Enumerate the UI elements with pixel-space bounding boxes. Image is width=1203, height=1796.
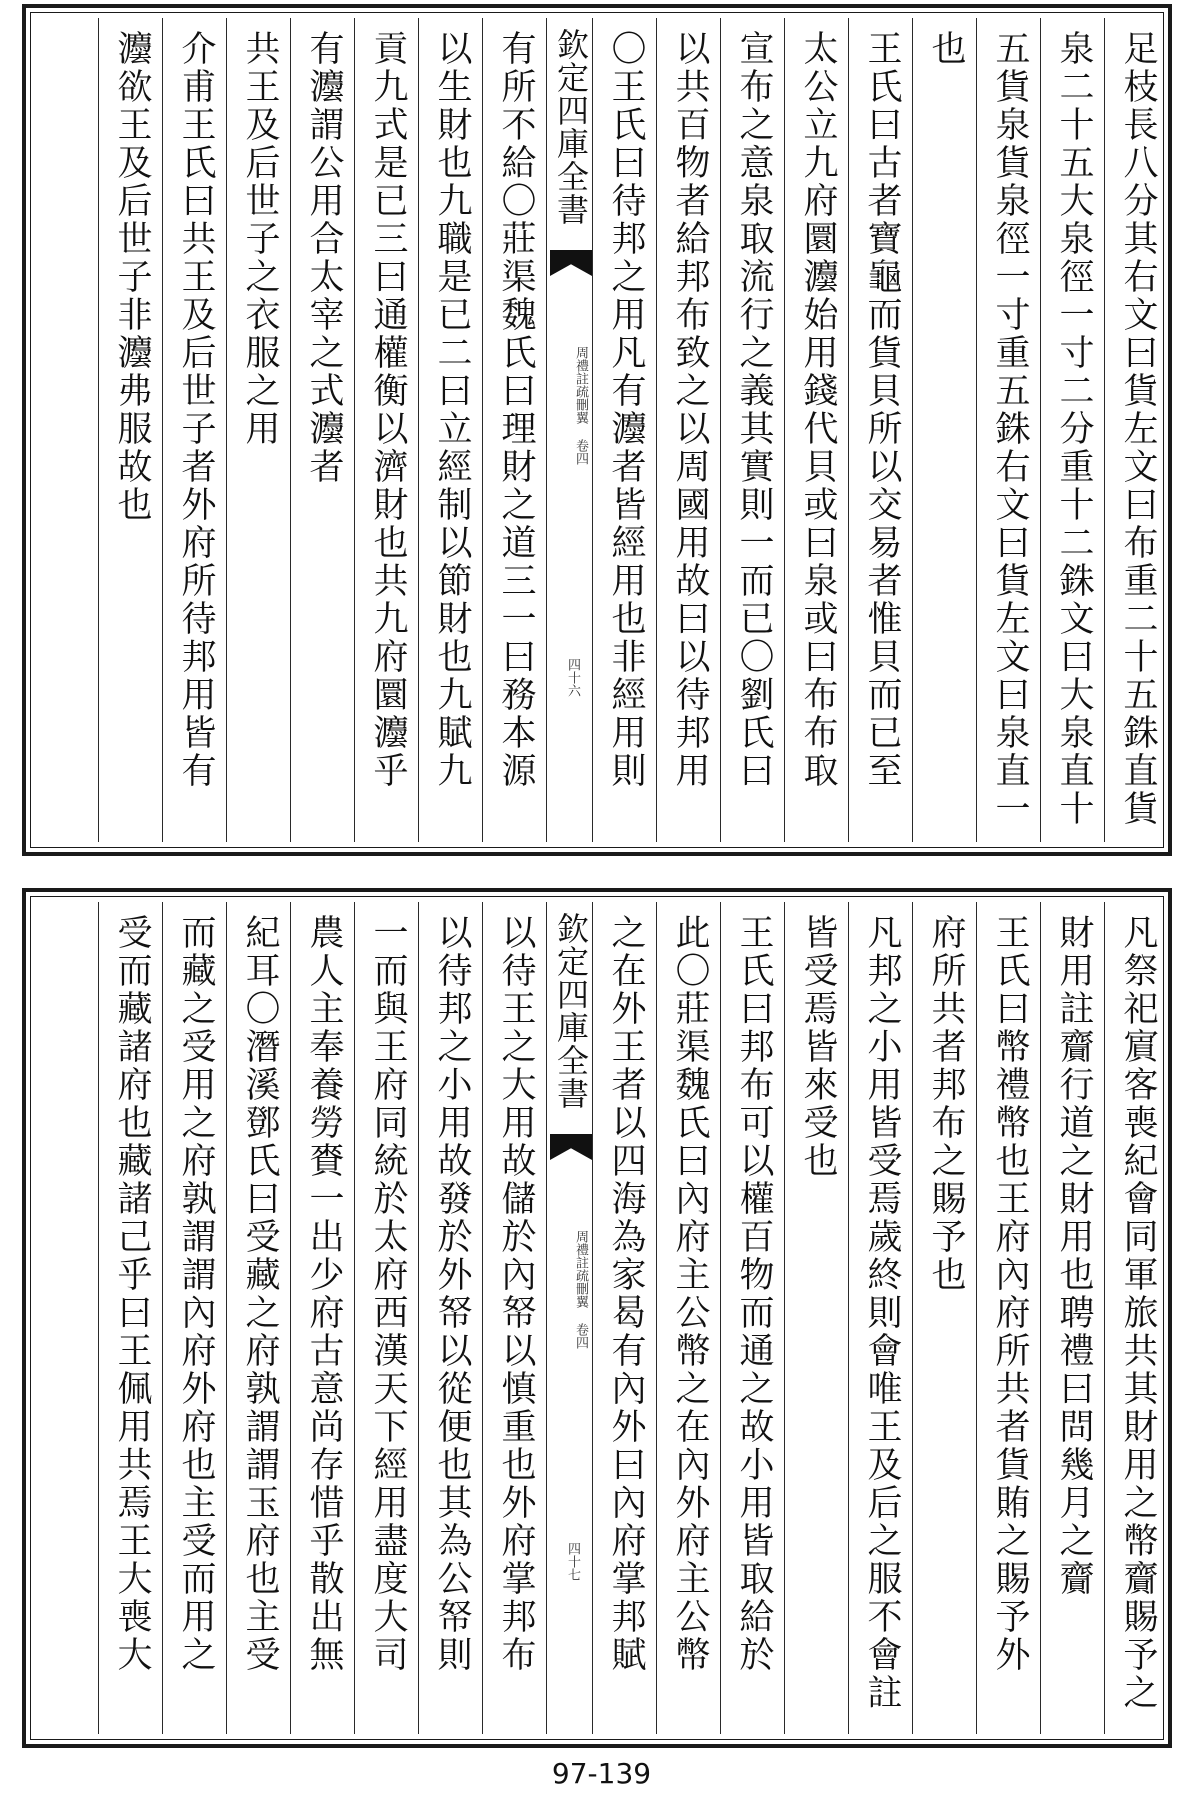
text-column-3: 五貨泉貨泉徑一寸重五銖右文曰貨左文曰泉直一: [990, 30, 1030, 828]
lower-page: [22, 888, 1172, 1748]
work-title: 周禮註疏刪翼: [573, 1230, 588, 1308]
text-column-16: 灋欲王及后世子非灋弗服故也: [112, 30, 152, 524]
text-column-15: 而藏之受用之府孰謂謂內府外府也主受而用之: [176, 914, 216, 1674]
text-column-3: 王氏曰幣禮幣也王府內府所共者貨賄之賜予外: [990, 914, 1030, 1674]
text-column-10: 有所不給〇莊渠魏氏曰理財之道三一曰務本源: [496, 30, 536, 790]
text-column-10: 以待王之大用故儲於內帑以慎重也外府掌邦布: [496, 914, 536, 1674]
text-column-14: 紀耳〇潛溪鄧氏曰受藏之府孰謂謂玉府也主受: [240, 914, 280, 1674]
text-column-1: 足枝長八分其右文曰貨左文曰布重二十五銖直貨: [1118, 30, 1158, 828]
work-title: 周禮註疏刪翼: [573, 346, 588, 424]
text-column-2: 泉二十五大泉徑一寸二分重十二銖文曰大泉直十: [1054, 30, 1094, 828]
upper-page: [22, 4, 1172, 856]
text-column-2: 財用註齎行道之財用也聘禮曰問幾月之齎: [1054, 914, 1094, 1598]
text-column-9: 〇王氏曰待邦之用凡有灋者皆經用也非經用則: [606, 30, 646, 790]
center-margin: [548, 18, 594, 842]
text-column-7: 宣布之意泉取流行之義其實則一而已〇劉氏曰: [734, 30, 774, 790]
volume-label: 卷四: [573, 439, 588, 465]
book-title: 欽定四庫全書: [552, 28, 590, 226]
leaf-number: 四十七: [565, 1542, 580, 1581]
text-column-9: 之在外王者以四海為家曷有內外曰內府掌邦賦: [606, 914, 646, 1674]
text-column-16: 受而藏諸府也藏諸己乎曰王佩用共焉王大喪大: [112, 914, 152, 1674]
leaf-number: 四十六: [565, 658, 580, 697]
text-column-14: 共王及后世子之衣服之用: [240, 30, 280, 448]
text-column-6: 皆受焉皆來受也: [798, 914, 838, 1180]
text-column-11: 以生財也九職是已二曰立經制以節財也九賦九: [432, 30, 472, 790]
text-column-13: 農人主奉養勞賚一出少府古意尚存惜乎散出無: [304, 914, 344, 1674]
text-column-15: 介甫王氏曰共王及后世子者外府所待邦用皆有: [176, 30, 216, 790]
text-column-11: 以待邦之小用故發於外帑以從便也其為公帑則: [432, 914, 472, 1674]
text-column-6: 太公立九府圜灋始用錢代貝或曰泉或曰布布取: [798, 30, 838, 790]
text-column-12: 貢九式是已三曰通權衡以濟財也共九府圜灋乎: [368, 30, 408, 790]
fishtail-mark-icon: [550, 250, 592, 276]
volume-label: 卷四: [573, 1323, 588, 1349]
text-column-4: 府所共者邦布之賜予也: [926, 914, 966, 1294]
book-title: 欽定四庫全書: [552, 912, 590, 1110]
text-column-5: 王氏曰古者寶龜而貨貝所以交易者惟貝而已至: [862, 30, 902, 790]
fishtail-mark-icon: [550, 1134, 592, 1160]
text-column-8: 此〇莊渠魏氏曰內府主公幣之在內外府主公幣: [670, 914, 710, 1674]
text-column-13: 有灋謂公用合太宰之式灋者: [304, 30, 344, 486]
text-column-8: 以共百物者給邦布致之以周國用故曰以待邦用: [670, 30, 710, 790]
text-column-4: 也: [926, 30, 966, 68]
text-column-5: 凡邦之小用皆受焉歲終則會唯王及后之服不會註: [862, 914, 902, 1712]
text-column-12: 一而與王府同統於太府西漢天下經用盡度大司: [368, 914, 408, 1674]
page-number: 97-139: [551, 1757, 652, 1790]
center-margin: [548, 902, 594, 1734]
text-column-1: 凡祭祀賔客喪紀會同軍旅共其財用之幣齎賜予之: [1118, 914, 1158, 1712]
text-column-7: 王氏曰邦布可以權百物而通之故小用皆取給於: [734, 914, 774, 1674]
